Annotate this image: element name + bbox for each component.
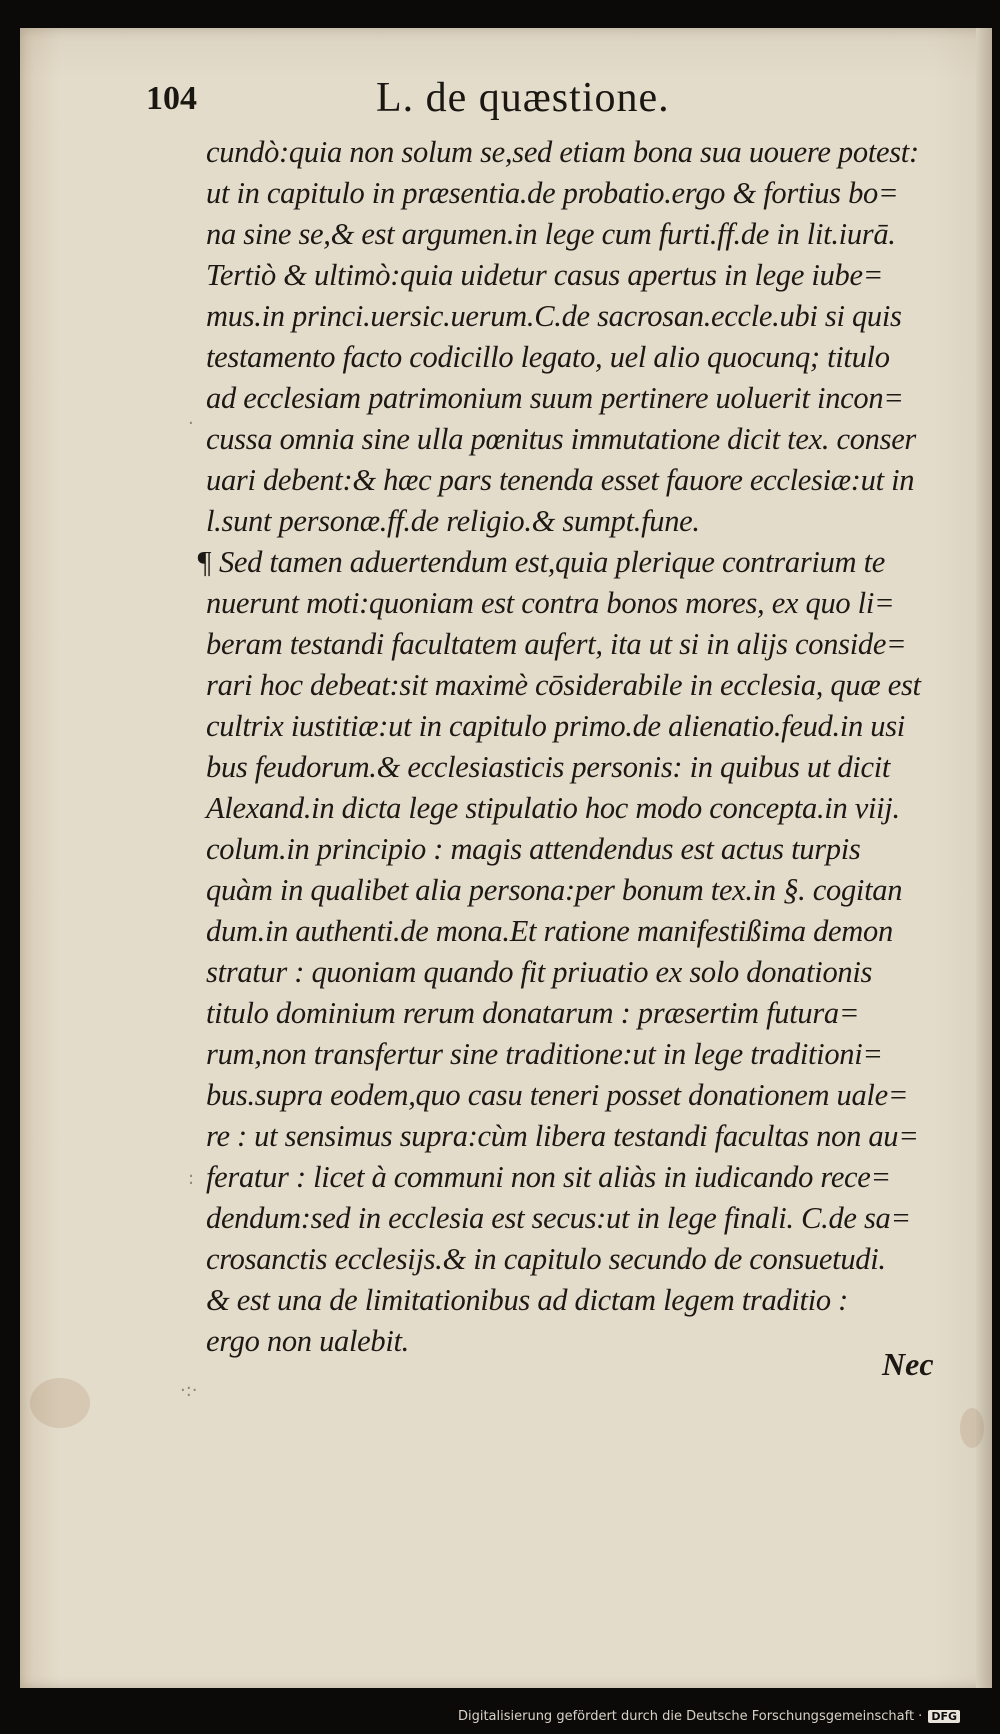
margin-mark: : [188,1168,195,1189]
margin-mark: . [188,408,194,429]
text-line: re : ut sensimus supra:cùm libera testandi facultas non au= [206,1119,919,1153]
page-title: L. de quæstione. [376,75,670,121]
text-line: Tertiò & ultimò:quia uidetur casus apertus in lege iube= [206,258,884,292]
paper-stain [30,1378,90,1428]
text-line: colum.in principio : magis attendendus est actus turpis [206,832,861,866]
running-head [146,60,906,130]
paragraph-start-line: ¶ Sed tamen aduertendum est,quia plerique contrarium te [196,545,885,579]
credit-text: Digitalisierung gefördert durch die Deutsche Forschungsgemeinschaft · [457,1709,923,1724]
text-line: & est una de limitationibus ad dictam legem traditio : [206,1283,849,1317]
text-line: l.sunt personæ.ff.de religio.& sumpt.fune. [206,504,700,538]
text-block [196,132,946,1362]
text-line: bus.supra eodem,quo casu teneri posset donationem ualе= [206,1078,909,1112]
text-line: na sine se,& est argumen.in lege cum furti.ff.de in lit.iurā. [206,217,896,251]
text-line: mus.in princi.uersic.uerum.C.de sacrosan.eccle.ubi si quis [206,299,902,333]
text-line: rari hoc debeat:sit maximè cōsiderabile in ecclesia, quæ est [206,668,921,702]
text-line: dum.in authenti.de mona.Et ratione manifestißima demon [206,914,893,948]
digitization-credit [458,1709,960,1724]
text-line: titulo dominium rerum donatarum : præsertim futura= [206,996,860,1030]
text-line: feratur : licet à communi non sit aliàs in iudicando rece= [206,1160,891,1194]
paper-stain [960,1408,984,1448]
text-line: bus feudorum.& ecclesiasticis personis: in quibus ut dicit [206,750,891,784]
margin-mark: ·:· [180,1380,198,1401]
text-line: cundò:quia non solum se,sed etiam bona sua uouere potest: [206,135,919,169]
text-line: stratur : quoniam quando fit priuatio ex solo donationis [206,955,873,989]
text-line: ergo non ualebit. [206,1324,410,1358]
text-line: ut in capitulo in præsentia.de probatio.ergo & fortius bo= [206,176,899,210]
text-line: cussa omnia sine ulla pœnitus immutatione dicit tex. conser [206,422,916,456]
text-line: ad ecclesiam patrimonium suum pertinere uoluerit incon= [206,381,904,415]
text-line: cultrix iustitiæ:ut in capitulo primo.de alienatio.feud.in usi [206,709,905,743]
text-line: quàm in qualibet alia persona:per bonum tex.in §. cogitan [206,873,903,907]
text-line: testamento facto codicillo legato, uel alio quocunq; titulo [206,340,890,374]
text-line: rum,non transfertur sine traditione:ut in lege traditioni= [206,1037,883,1071]
text-line: dendum:sed in ecclesia est secus:ut in lege finali. C.de sa= [206,1201,911,1235]
catchword: Nec [882,1346,934,1382]
page-number: 104 [146,80,197,117]
text-line: nuerunt moti:quoniam est contra bonos mores, ex quo li= [206,586,895,620]
text-line: beram testandi facultatem aufert, ita ut si in alijs conside= [206,627,907,661]
dfg-logo: DFG [928,1710,960,1723]
text-line: uari debent:& hæc pars tenenda esset fauore ecclesiæ:ut in [206,463,915,497]
text-line: crosanctis ecclesijs.& in capitulo secundo de consuetudi. [206,1242,886,1276]
text-line: Alexand.in dicta lege stipulatio hoc modo concepta.in viij. [206,791,900,825]
